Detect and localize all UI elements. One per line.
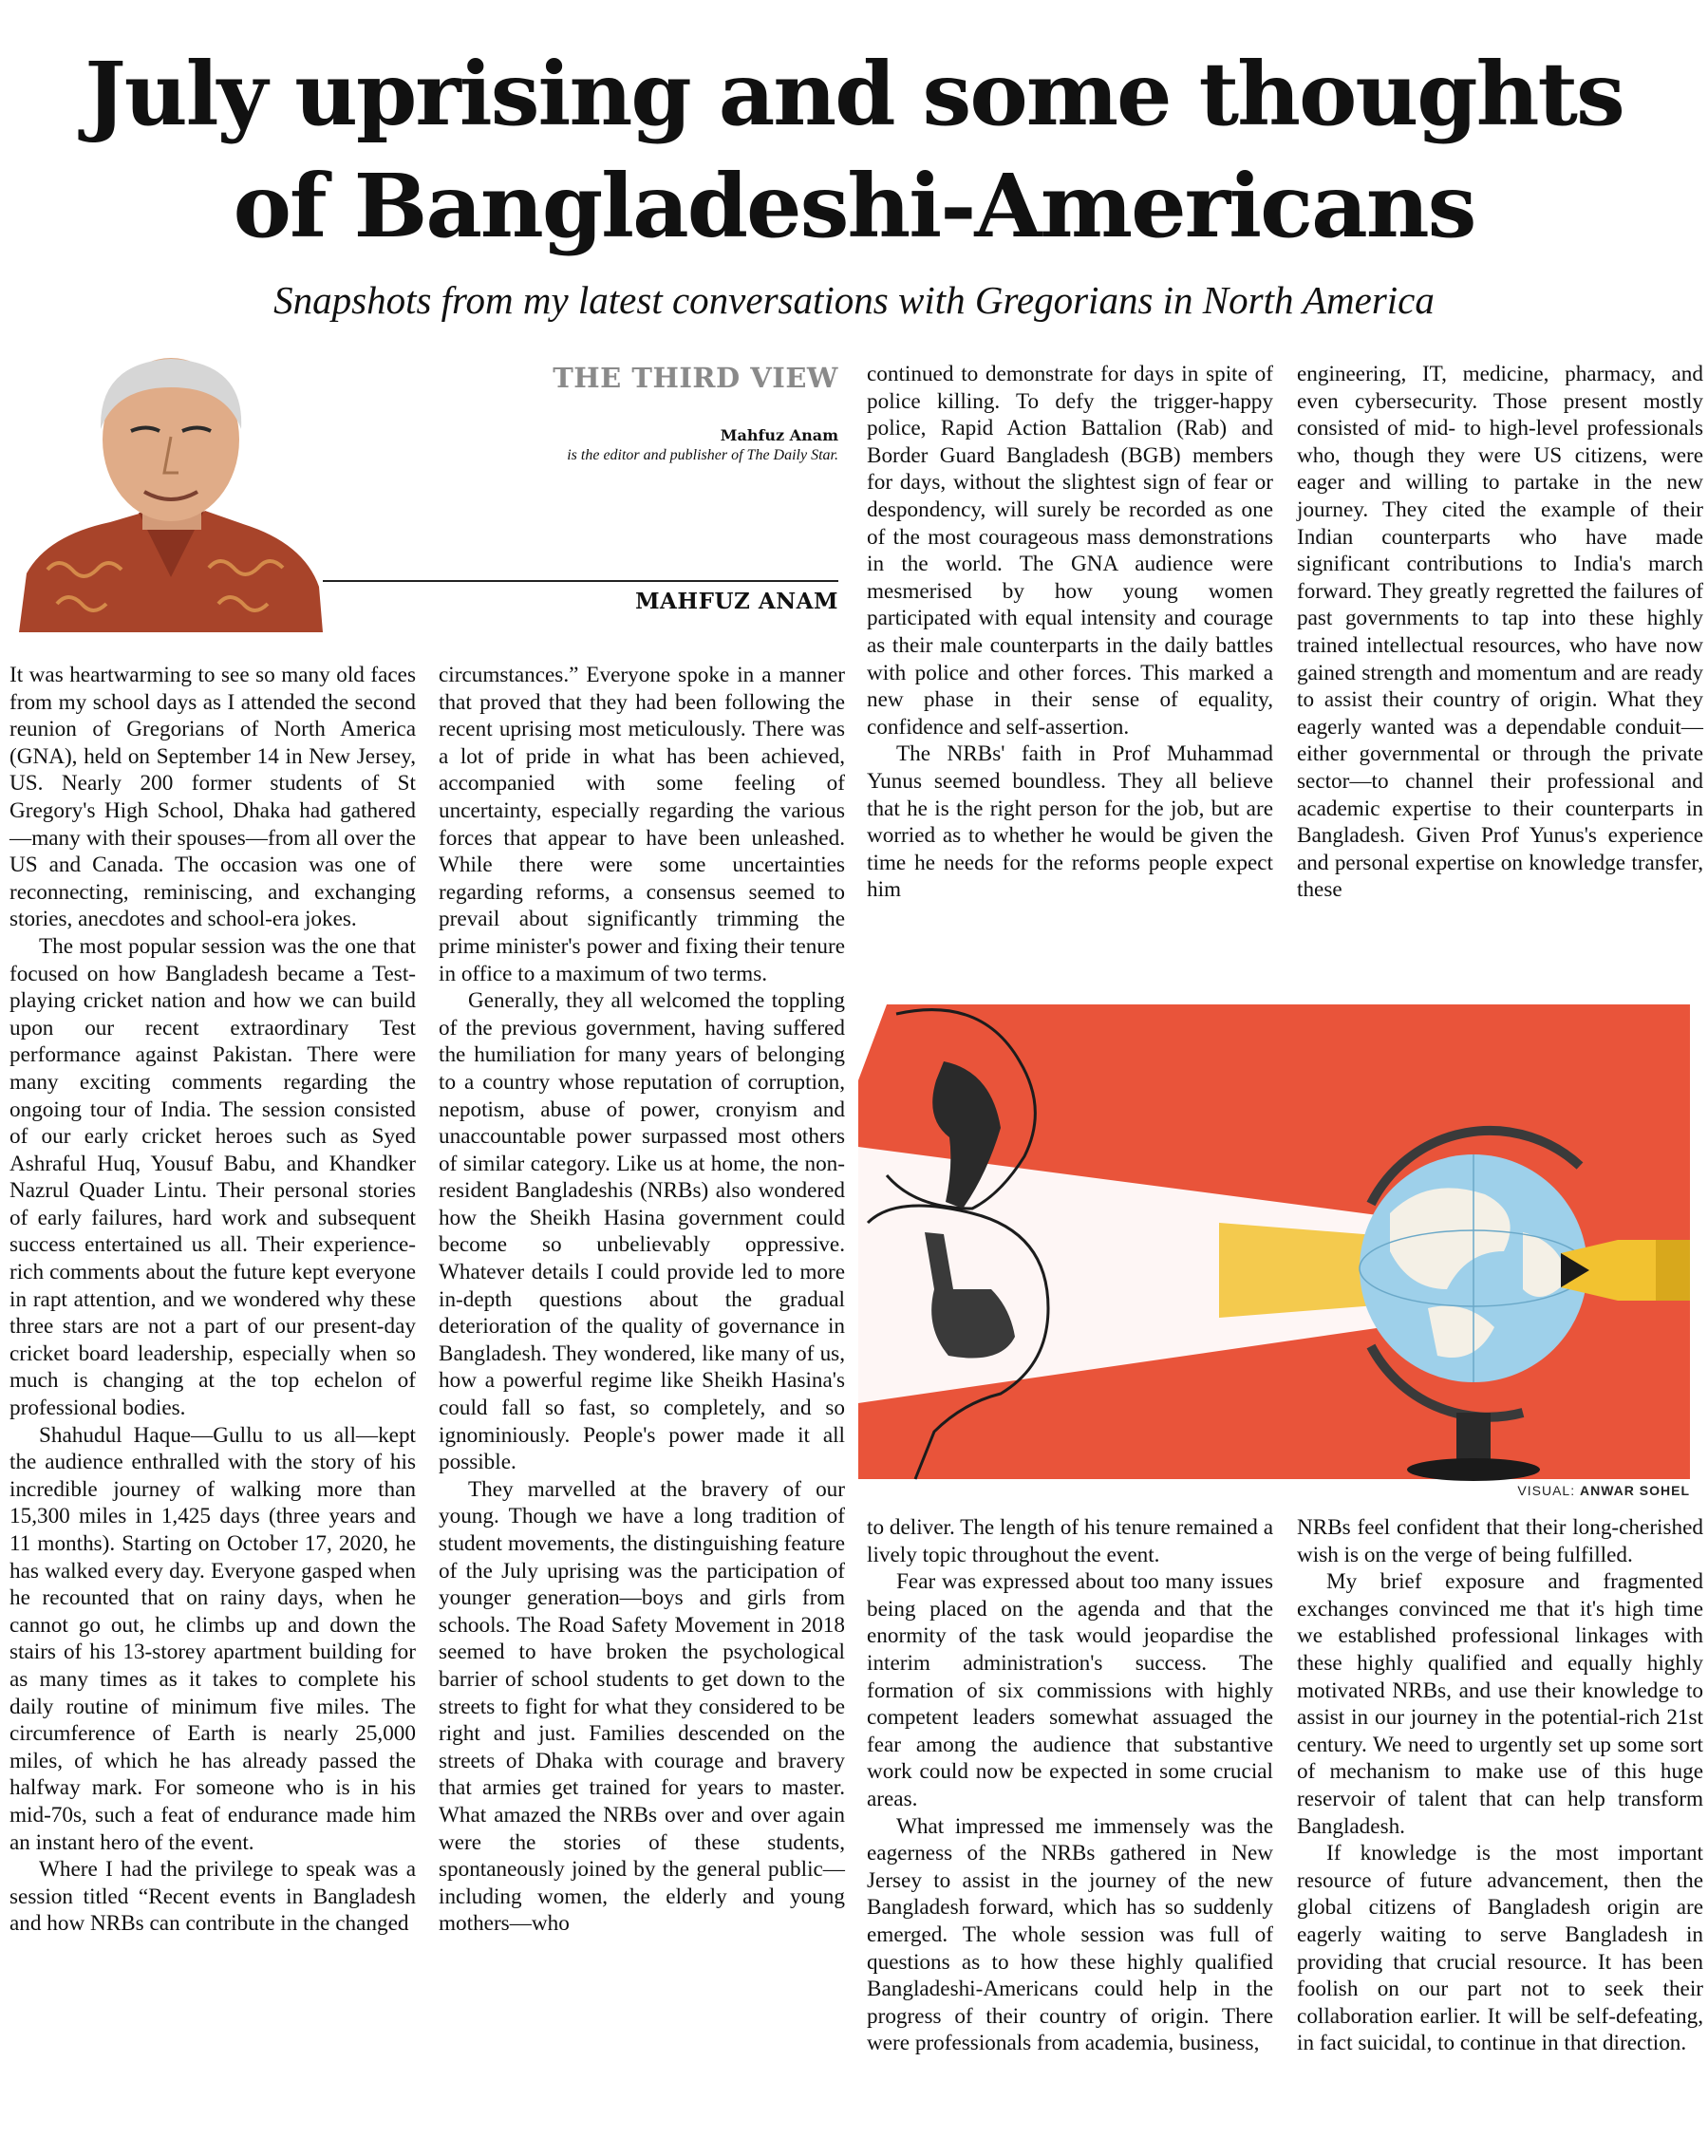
byline: MAHFUZ ANAM: [635, 589, 838, 614]
author-portrait: [19, 349, 323, 632]
paragraph: engineering, IT, medicine, pharmacy, and even cybersecurity. Those present mostly consisted of mid- to high-level professionals who, though they were US citizens, were eager and willing to partake in the new journey. They cited the example of their Indian counterparts who have made significant contributions to India's march forward. They greatly regretted the failures of past governments to tap into these highly trained intellectual resources, who have now gained strength and momentum and are ready to assist their country of origin. What they eagerly wanted was a dependable conduit—either governmental or through the private sector—to channel their professional and academic expertise to their counterparts in Bangladesh. Given Prof Yunus's experience and personal expertise on knowledge transfer, these: [1297, 362, 1703, 903]
visual-credit: [858, 1483, 1690, 1498]
paragraph: NRBs feel confident that their long-cherished wish is on the verge of being fulfilled.: [1297, 1515, 1703, 1567]
headline: [0, 38, 1708, 262]
illustration: [858, 1004, 1690, 1493]
author-role: is the editor and publisher of The Daily Star.: [567, 447, 838, 463]
column-title: THE THIRD VIEW: [553, 362, 838, 394]
body-column-1: [9, 662, 416, 1938]
author-name-small: Mahfuz Anam: [720, 426, 838, 444]
body-column-4-bottom: [1297, 1514, 1703, 2057]
body-column-3-bottom: [867, 1514, 1273, 2057]
paragraph: Fear was expressed about too many issues being placed on the agenda and that the enormity of the task would jeopardise the interim administration's success. The formation of six commissions with highly competent leaders somewhat assuaged the fear among the audience that substantive work could now be expected in some crucial areas.: [867, 1569, 1273, 1811]
paragraph: It was heartwarming to see so many old faces from my school days as I attended the second reunion of Gregorians of North America (GNA), held on September 14 in New Jersey, US. Nearly 200 former students of St Gregory's High School, Dhaka had gathered—many with their spouses—from all over the US and Canada. The occasion was one of reconnecting, reminiscing, and exchanging stories, anecdotes and school-era jokes.: [9, 663, 416, 932]
visual-credit-name: ANWAR SOHEL: [1580, 1483, 1690, 1498]
byline-divider: [323, 580, 838, 582]
body-column-3-top: [867, 361, 1273, 904]
body-column-2: [439, 662, 845, 1938]
headline-line-2: of Bangladeshi-Americans: [233, 155, 1475, 257]
paragraph: My brief exposure and fragmented exchanges convinced me that it's high time we established professional linkages with these highly qualified and equally highly motivated NRBs, and use their knowledge to assist in our journey in the potential-rich 21st century. We need to urgently set up some sort of mechanism to make use of this huge reservoir of talent that can help transform Bangladesh.: [1297, 1569, 1703, 1839]
visual-credit-label: VISUAL:: [1517, 1483, 1576, 1498]
paragraph: They marvelled at the bravery of our young. Though we have a long tradition of student movements, the distinguishing feature of the July uprising was the participation of younger generation—boys and girls from schools. The Road Safety Movement in 2018 seemed to have broken the psychological barrier of school students to get down to the streets to fight for what they considered to be right and just. Families descended on the streets of Dhaka with courage and bravery that armies get trained for years to master. What amazed the NRBs over and over again were the stories of these students, spontaneously joined by the general public—including women, the elderly and young mothers—who: [439, 1476, 845, 1937]
paragraph: Shahudul Haque—Gullu to us all—kept the audience enthralled with the story of his incredible journey of walking more than 15,300 miles in 1,425 days (three years and 11 months). Starting on October 17, 2020, he has walked every day. Everyone gasped when he recounted that on rainy days, when he cannot go out, he climbs up and down the stairs of his 13-storey apartment building for as many times as it takes to complete his daily routine of minimum five miles. The circumference of Earth is nearly 25,000 miles, of which he has already passed the halfway mark. For someone who is in his mid-70s, such a feat of endurance made him an instant hero of the event.: [9, 1422, 416, 1855]
paragraph: If knowledge is the most important resource of future advancement, then the global citizens of Bangladesh origin are eagerly waiting to serve Bangladesh in providing that crucial resource. It has been foolish on our part not to seek their collaboration earlier. It will be self-defeating, in fact suicidal, to continue in that direction.: [1297, 1841, 1703, 2056]
paragraph: continued to demonstrate for days in spite of police killing. To defy the trigger-happy police, Rapid Action Battalion (Rab) and Border Guard Bangladesh (BGB) members for days, without the slightest sign of fear or despondency, will surely be recorded as one of the most courageous mass demonstrations in the world. The GNA audience were mesmerised by how young women participated with equal intensity and courage as their male counterparts in the daily battles with police and other forces. This marked a new phase in their sense of equality, confidence and self-assertion.: [867, 362, 1273, 740]
paragraph: to deliver. The length of his tenure remained a lively topic throughout the event.: [867, 1515, 1273, 1567]
author-info: [418, 425, 838, 465]
paragraph: The NRBs' faith in Prof Muhammad Yunus seemed boundless. They all believe that he is the right person for the job, but are worried as to whether he would be given the time he needs for the reforms people expect him: [867, 741, 1273, 903]
headline-line-1: July uprising and some thoughts: [84, 43, 1624, 145]
body-column-4-top: [1297, 361, 1703, 904]
standfirst: Snapshots from my latest conversations with Gregorians in North America: [273, 278, 1435, 322]
paragraph: Where I had the privilege to speak was a session titled “Recent events in Bangladesh and how NRBs can contribute in the changed: [9, 1857, 416, 1937]
paragraph: The most popular session was the one that focused on how Bangladesh became a Test-playing cricket nation and how we can build upon our recent extraordinary Test performance against Pakistan. There were many exciting comments regarding the ongoing tour of India. The session consisted of our early cricket heroes such as Syed Ashraful Huq, Yousuf Babu, and Khandker Nazrul Quader Lintu. Their personal stories of early failures, hard work and subsequent success entertained us all. Their experience-rich comments about the future kept everyone in rapt attention, and we wondered why these three stars are not a part of our present-day cricket board leadership, especially when so much is changing at the top echelon of professional bodies.: [9, 933, 416, 1421]
paragraph: Generally, they all welcomed the toppling of the previous government, having suffered the humiliation for many years of belonging to a country whose reputation of corruption, nepotism, abuse of power, cronyism and unaccountable power surpassed most others of similar category. Like us at home, the non-resident Bangladeshis (NRBs) also wondered how the Sheikh Hasina government could become so unbelievably oppressive. Whatever details I could provide led to more in-depth questions about the gradual deterioration of the quality of governance in Bangladesh. They wondered, like many of us, how a powerful regime like Sheikh Hasina's could fall so fast, so completely, and so ignominiously. People's power made it all possible.: [439, 988, 845, 1475]
paragraph: circumstances.” Everyone spoke in a manner that proved that they had been following the recent uprising most meticulously. There was a lot of pride in what has been achieved, accompanied with some feeling of uncertainty, especially regarding the various forces that appear to have been unleashed. While there were some uncertainties regarding reforms, a consensus seemed to prevail about significantly trimming the prime minister's power and fixing their tenure in office to a maximum of two terms.: [439, 663, 845, 986]
paragraph: What impressed me immensely was the eagerness of the NRBs gathered in New Jersey to assist in the journey of the new Bangladesh forward, which has so suddenly emerged. The whole session was full of questions as to how these highly qualified Bangladeshi-Americans could help in the progress of their country of origin. There were professionals from academia, business,: [867, 1813, 1273, 2056]
